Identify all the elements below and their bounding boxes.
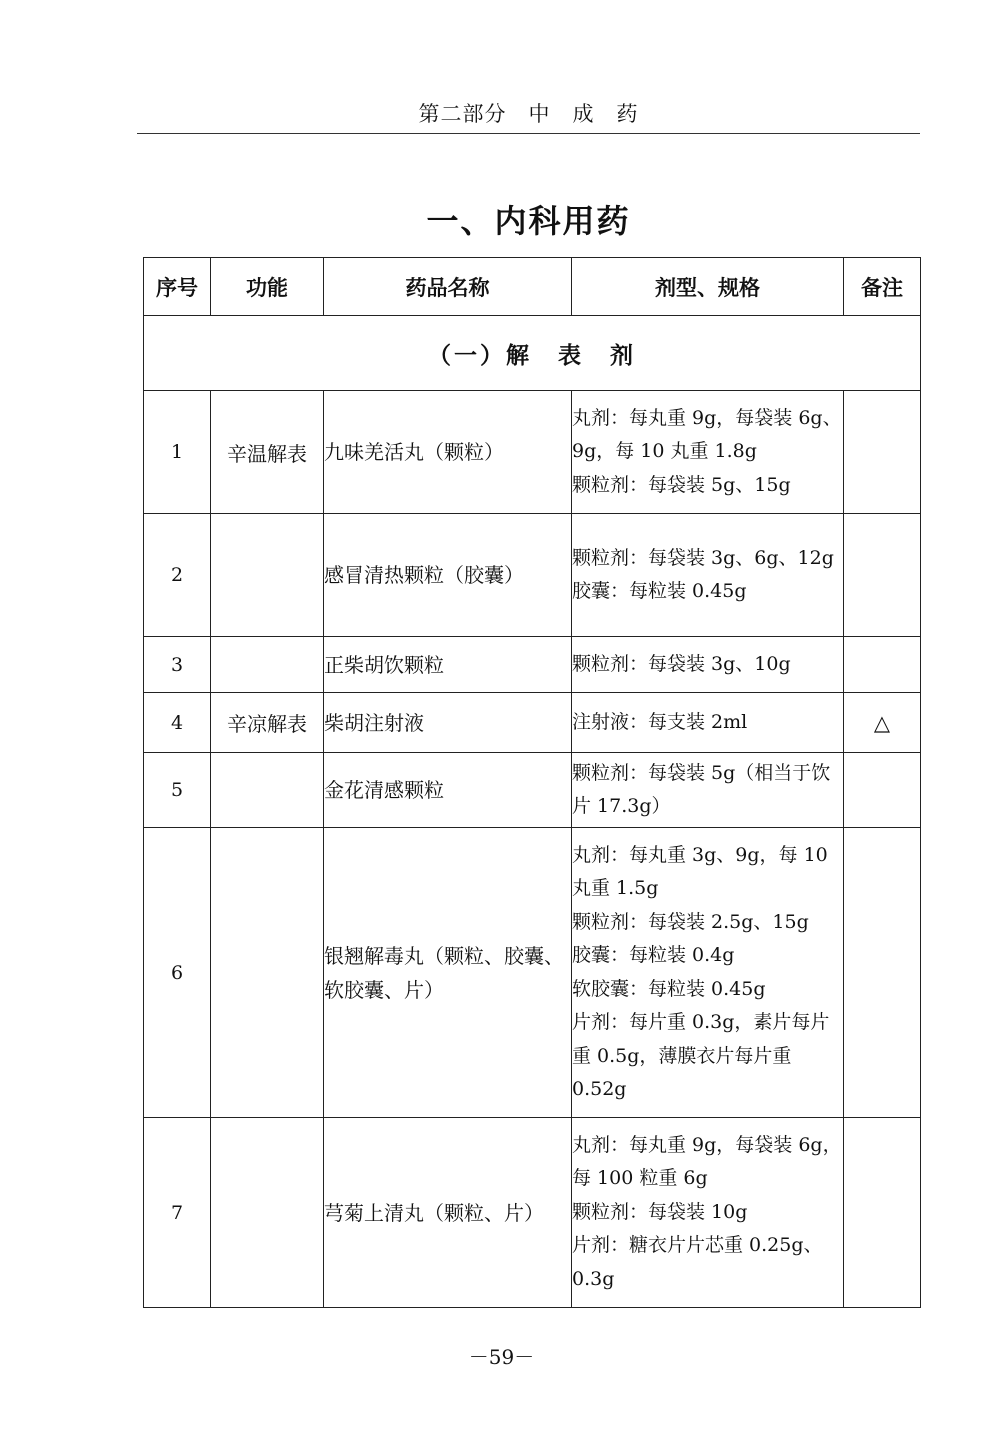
row-note bbox=[844, 753, 921, 828]
table-row bbox=[144, 753, 921, 828]
row-spec bbox=[572, 1118, 844, 1308]
row-spec bbox=[572, 391, 844, 514]
column-header-spec: 剂型、规格 bbox=[572, 258, 844, 316]
table-row bbox=[144, 514, 921, 637]
spec-line: 颗粒剂：每袋装 5g、15g bbox=[572, 473, 791, 496]
row-number: 6 bbox=[144, 828, 211, 1118]
row-drug-name: 感冒清热颗粒（胶囊） bbox=[324, 514, 572, 637]
row-function bbox=[211, 637, 324, 693]
row-drug-name: 九味羌活丸（颗粒） bbox=[324, 391, 572, 514]
row-note bbox=[844, 514, 921, 637]
running-header-title: 第二部分 中 成 药 bbox=[418, 102, 639, 126]
table-row bbox=[144, 693, 921, 753]
row-function bbox=[211, 1118, 324, 1308]
table-row bbox=[144, 391, 921, 514]
spec-line: 颗粒剂：每袋装 2.5g、15g bbox=[572, 910, 809, 933]
row-spec bbox=[572, 637, 844, 693]
spec-line: 注射液：每支装 2ml bbox=[572, 710, 748, 733]
row-drug-name: 银翘解毒丸（颗粒、胶囊、软胶囊、片） bbox=[324, 828, 572, 1118]
spec-line: 颗粒剂：每袋装 3g、10g bbox=[572, 652, 791, 675]
row-drug-name: 正柴胡饮颗粒 bbox=[324, 637, 572, 693]
spec-line: 片剂：糖衣片片芯重 0.25g、0.3g bbox=[572, 1234, 823, 1290]
row-spec bbox=[572, 514, 844, 637]
spec-line: 片剂：每片重 0.3g，素片每片重 0.5g，薄膜衣片每片重 0.52g bbox=[572, 1011, 830, 1100]
row-spec bbox=[572, 753, 844, 828]
table-subheading: （一）解 表 剂 bbox=[144, 316, 921, 391]
row-drug-name: 芎菊上清丸（颗粒、片） bbox=[324, 1118, 572, 1308]
column-header-function: 功能 bbox=[211, 258, 324, 316]
spec-line: 颗粒剂：每袋装 10g bbox=[572, 1200, 748, 1223]
row-number: 7 bbox=[144, 1118, 211, 1308]
row-number: 1 bbox=[144, 391, 211, 514]
row-note bbox=[844, 391, 921, 514]
spec-line: 丸剂：每丸重 9g，每袋装 6g，每 100 粒重 6g bbox=[572, 1133, 842, 1190]
row-drug-name: 柴胡注射液 bbox=[324, 693, 572, 753]
header-divider bbox=[137, 133, 920, 134]
row-spec bbox=[572, 828, 844, 1118]
spec-line: 颗粒剂：每袋装 5g（相当于饮片 17.3g） bbox=[572, 761, 831, 817]
row-spec bbox=[572, 693, 844, 753]
table-header-row bbox=[144, 258, 921, 316]
row-function: 辛温解表 bbox=[211, 391, 324, 514]
section-title: 一、内科用药 bbox=[426, 202, 631, 240]
row-function bbox=[211, 753, 324, 828]
spec-line: 丸剂：每丸重 9g，每袋装 6g、9g，每 10 丸重 1.8g bbox=[572, 406, 842, 463]
row-number: 3 bbox=[144, 637, 211, 693]
row-note bbox=[844, 637, 921, 693]
page-number: －59－ bbox=[468, 1345, 535, 1369]
row-number: 4 bbox=[144, 693, 211, 753]
row-note-triangle: △ bbox=[844, 693, 921, 753]
column-header-no: 序号 bbox=[144, 258, 211, 316]
spec-line: 胶囊：每粒装 0.4g bbox=[572, 944, 735, 966]
row-note bbox=[844, 828, 921, 1118]
row-number: 2 bbox=[144, 514, 211, 637]
row-number: 5 bbox=[144, 753, 211, 828]
row-drug-name: 金花清感颗粒 bbox=[324, 753, 572, 828]
table-row bbox=[144, 637, 921, 693]
spec-line: 颗粒剂：每袋装 3g、6g、12g bbox=[572, 546, 834, 569]
row-note bbox=[844, 1118, 921, 1308]
drug-table bbox=[143, 257, 921, 1308]
table-row bbox=[144, 828, 921, 1118]
column-header-note: 备注 bbox=[844, 258, 921, 316]
spec-line: 丸剂：每丸重 3g、9g，每 10 丸重 1.5g bbox=[572, 843, 828, 899]
spec-line: 胶囊：每粒装 0.45g bbox=[572, 580, 747, 602]
row-function: 辛凉解表 bbox=[211, 693, 324, 753]
column-header-name: 药品名称 bbox=[324, 258, 572, 316]
table-subheading-row bbox=[144, 316, 921, 391]
table-row bbox=[144, 1118, 921, 1308]
row-function bbox=[211, 828, 324, 1118]
spec-line: 软胶囊：每粒装 0.45g bbox=[572, 977, 766, 1000]
row-function bbox=[211, 514, 324, 637]
